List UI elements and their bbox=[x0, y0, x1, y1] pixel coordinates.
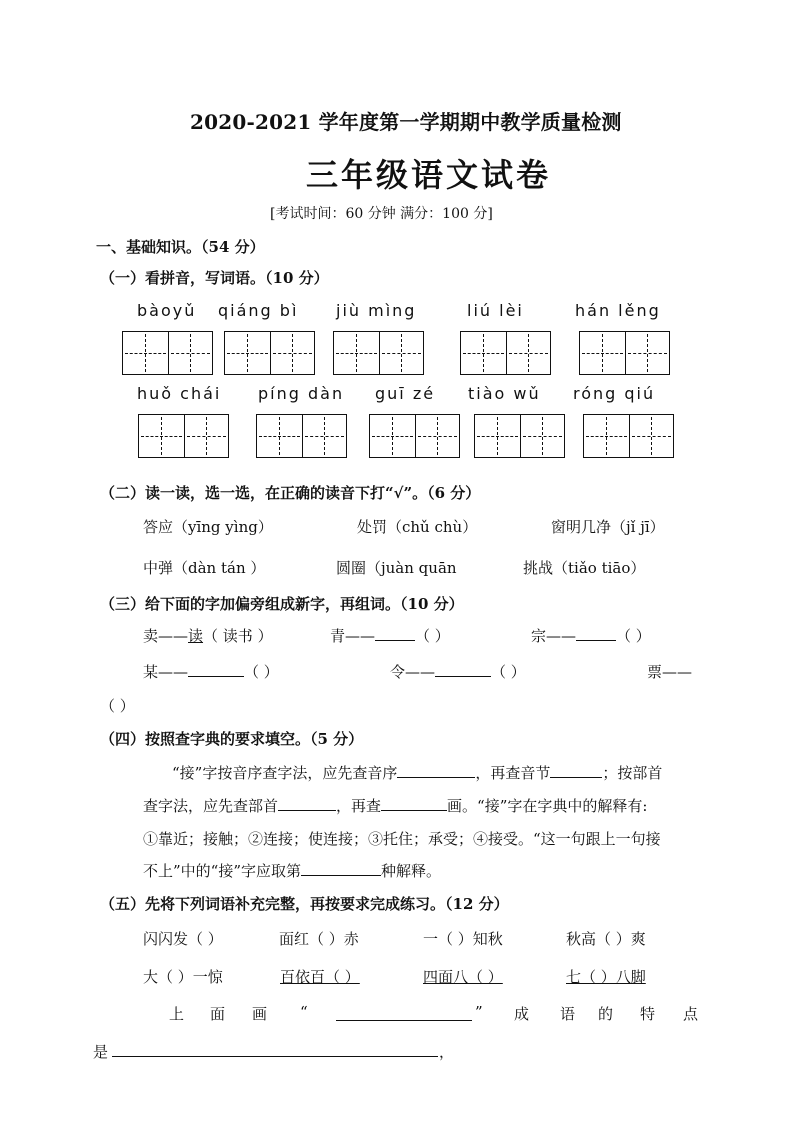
writing-grid[interactable] bbox=[138, 414, 229, 458]
exam-info: [考试时间：60 分钟 满分：100 分] bbox=[270, 206, 493, 222]
pinyin-label: píng dàn bbox=[258, 384, 345, 403]
answer-blank[interactable] bbox=[188, 662, 244, 677]
example-answer: 读 bbox=[188, 627, 204, 645]
idiom-underlined[interactable]: 四面八（ ） bbox=[423, 968, 503, 986]
writing-grid[interactable] bbox=[579, 331, 670, 375]
q4-line: ①靠近；接触；②连接；使连接；③托住；承受；④接受。“这一句跟上一句接 bbox=[143, 830, 661, 848]
idiom-item[interactable]: 闪闪发（ ） bbox=[143, 930, 223, 948]
pinyin-label: qiáng bì bbox=[218, 301, 299, 320]
question-char: 上 bbox=[169, 1005, 185, 1023]
q4-text: 画。“接”字在字典中的解释有: bbox=[447, 797, 648, 815]
writing-grid[interactable] bbox=[224, 331, 315, 375]
word-paren[interactable]: （ ） bbox=[415, 627, 450, 645]
writing-grid[interactable] bbox=[460, 331, 551, 375]
reading-choice[interactable]: 圆圈（juàn quān bbox=[336, 559, 457, 577]
pinyin-label: hán lěng bbox=[575, 301, 661, 320]
answer-blank[interactable] bbox=[112, 1042, 438, 1057]
question-char: “ bbox=[300, 1003, 308, 1021]
answer-blank[interactable] bbox=[375, 626, 415, 641]
answer-blank[interactable] bbox=[301, 861, 381, 876]
answer-blank[interactable] bbox=[435, 662, 491, 677]
base-char: 某—— bbox=[143, 663, 189, 681]
q4-text: ，再查音节 bbox=[475, 764, 551, 782]
q3-example bbox=[143, 625, 273, 646]
idiom-item[interactable]: 面红（ ）赤 bbox=[279, 930, 359, 948]
idiom-underlined[interactable]: 百依百（ ） bbox=[280, 968, 360, 986]
word-paren[interactable]: （ ） bbox=[244, 663, 279, 681]
q4-text: 种解释。 bbox=[381, 862, 442, 880]
q3-item bbox=[531, 625, 651, 646]
answer-blank[interactable] bbox=[336, 1006, 472, 1021]
writing-grid[interactable] bbox=[122, 331, 213, 375]
question-char: 成 bbox=[514, 1005, 530, 1023]
question-char: 特 bbox=[640, 1005, 656, 1023]
example-word: （ 读书 ） bbox=[203, 627, 273, 645]
q4-text: 查字法，应先查部首 bbox=[143, 797, 279, 815]
answer-blank[interactable] bbox=[576, 626, 616, 641]
q4-line bbox=[143, 860, 441, 881]
q4-line bbox=[172, 762, 662, 783]
answer-blank[interactable] bbox=[381, 796, 447, 811]
idiom-item[interactable]: 大（ ）一惊 bbox=[143, 968, 223, 986]
base-char: 宗—— bbox=[531, 627, 577, 645]
base-char: 令—— bbox=[390, 663, 436, 681]
question-char: 面 bbox=[210, 1005, 226, 1023]
q4-text: ；按部首 bbox=[602, 764, 663, 782]
writing-grid[interactable] bbox=[474, 414, 565, 458]
q4-text: 不上”中的“接”字应取第 bbox=[143, 862, 302, 880]
word-paren[interactable]: （ ） bbox=[491, 663, 526, 681]
answer-blank[interactable] bbox=[278, 796, 336, 811]
writing-grid[interactable] bbox=[583, 414, 674, 458]
exam-subtitle: 三年级语文试卷 bbox=[306, 156, 552, 194]
idiom-item[interactable]: 一（ ）知秋 bbox=[423, 930, 503, 948]
answer-prefix: 是 bbox=[93, 1043, 109, 1061]
base-char: 票—— bbox=[647, 663, 693, 681]
q5-heading: （五）先将下列词语补充完整，再按要求完成练习。（12 分） bbox=[100, 895, 509, 913]
answer-blank[interactable] bbox=[550, 763, 602, 778]
reading-choice[interactable]: 挑战（tiǎo tiāo） bbox=[523, 559, 646, 577]
pinyin-label: bàoyǔ bbox=[137, 301, 197, 320]
pinyin-label: huǒ chái bbox=[137, 384, 222, 403]
q4-text: “接”字按音序查字法，应先查音序 bbox=[172, 764, 398, 782]
answer-blank[interactable] bbox=[397, 763, 475, 778]
word-paren[interactable]: （ ） bbox=[100, 697, 135, 715]
idiom-underlined[interactable]: 七（ ）八脚 bbox=[566, 968, 646, 986]
question-char: 语 bbox=[560, 1005, 576, 1023]
reading-choice[interactable]: 中弹（dàn tán ） bbox=[143, 559, 266, 577]
answer-suffix: ， bbox=[439, 1043, 455, 1061]
writing-grid[interactable] bbox=[369, 414, 460, 458]
pinyin-label: guī zé bbox=[375, 384, 436, 403]
q2-heading: （二）读一读，选一选，在正确的读音下打“√”。（6 分） bbox=[100, 484, 481, 502]
pinyin-label: róng qiú bbox=[573, 384, 656, 403]
idiom-item[interactable]: 秋高（ ）爽 bbox=[566, 930, 646, 948]
pinyin-label: tiào wǔ bbox=[468, 384, 541, 403]
pinyin-label: jiù mìng bbox=[336, 301, 417, 320]
reading-choice[interactable]: 处罚（chǔ chù） bbox=[357, 518, 478, 536]
question-char: 点 bbox=[683, 1005, 699, 1023]
q4-text: ，再查 bbox=[336, 797, 382, 815]
base-char: 青—— bbox=[330, 627, 376, 645]
writing-grid[interactable] bbox=[256, 414, 347, 458]
pinyin-label: liú lèi bbox=[467, 301, 524, 320]
q1-heading: （一）看拼音，写词语。（10 分） bbox=[100, 269, 329, 287]
q4-heading: （四）按照查字典的要求填空。（5 分） bbox=[100, 730, 364, 748]
reading-choice[interactable]: 窗明几净（jǐ jī） bbox=[551, 518, 665, 536]
q3-heading: （三）给下面的字加偏旁组成新字，再组词。（10 分） bbox=[100, 595, 464, 613]
question-char: ” bbox=[475, 1003, 483, 1021]
part1-heading: 一、基础知识。（54 分） bbox=[96, 238, 265, 256]
word-paren[interactable]: （ ） bbox=[616, 627, 651, 645]
q3-item bbox=[143, 661, 279, 682]
exam-title: 2020-2021 学年度第一学期期中教学质量检测 bbox=[190, 110, 622, 134]
question-char: 画 bbox=[252, 1005, 268, 1023]
example-char: 卖—— bbox=[143, 627, 189, 645]
writing-grid[interactable] bbox=[333, 331, 424, 375]
question-char: 的 bbox=[598, 1005, 614, 1023]
q4-line bbox=[143, 795, 647, 816]
q3-item bbox=[390, 661, 526, 682]
reading-choice[interactable]: 答应（yīng yìng） bbox=[143, 518, 273, 536]
q3-item bbox=[330, 625, 450, 646]
